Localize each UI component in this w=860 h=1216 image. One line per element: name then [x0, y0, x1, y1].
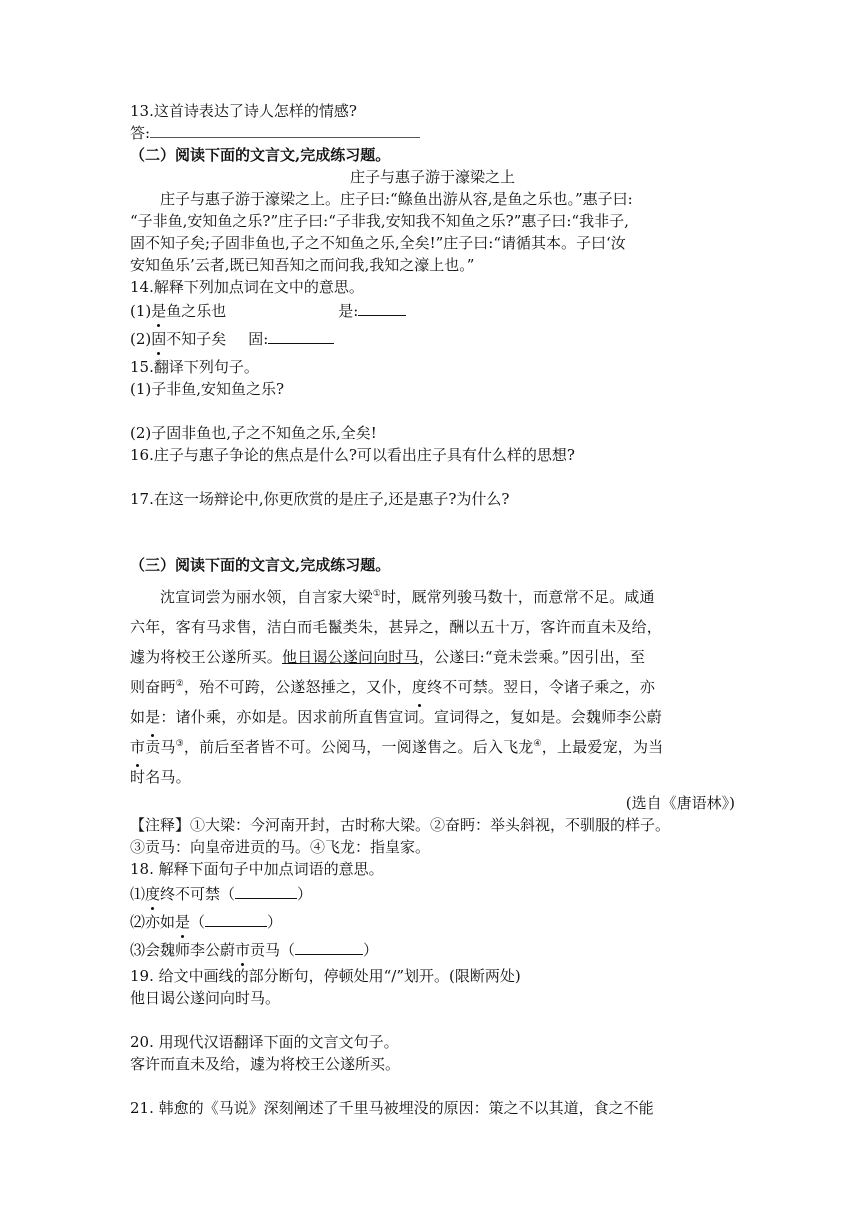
- source-citation: (选自《唐语林》): [625, 794, 735, 812]
- q20-sentence: 客许而直未及给，遽为将校王公遂所买。: [130, 1055, 401, 1073]
- answer-label: 答:: [130, 124, 151, 142]
- document-page: [130, 100, 735, 1119]
- q18-item-3: ⑶会魏师李公蔚市贡马（ ）: [130, 941, 379, 959]
- q15-sentence-1: (1)子非鱼,安知鱼之乐?: [130, 380, 285, 398]
- q18-item-2: ⑵亦如是（ ）: [130, 913, 283, 931]
- question-13: 13.这首诗表达了诗人怎样的情感?: [130, 102, 357, 120]
- question-16: 16.庄子与惠子争论的焦点是什么?可以看出庄子具有什么样的思想?: [130, 446, 575, 464]
- q19-sentence: 他日谒公遂问向时马。: [130, 989, 281, 1007]
- dotted-word: 是: [151, 302, 167, 320]
- section-2-header: （二）阅读下面的文言文,完成练习题。: [130, 146, 391, 164]
- underlined-sentence: 他日谒公遂问向时马: [282, 648, 419, 666]
- dotted-word: 固: [151, 330, 167, 348]
- question-20: 20. 用现代汉语翻译下面的文言文句子。: [130, 1033, 399, 1051]
- question-14: 14.解释下列加点词在文中的意思。: [130, 278, 364, 296]
- answer-blank[interactable]: [235, 884, 297, 899]
- q18-item-1: ⑴度终不可禁（ ）: [130, 885, 313, 903]
- dotted-word: 是: [145, 702, 160, 732]
- dotted-word: 度: [412, 672, 427, 702]
- answer-blank[interactable]: [358, 301, 406, 316]
- section-3-header: （三）阅读下面的文言文,完成练习题。: [130, 556, 391, 574]
- question-17: 17.在这一场辩论中,你更欣赏的是庄子,还是惠子?为什么?: [130, 490, 510, 508]
- passage-line: 固不知子矣;子固非鱼也,子之不知鱼之乐,全矣!”庄子曰:“请循其本。子曰‘汝: [130, 234, 626, 252]
- q15-sentence-2: (2)子固非鱼也,子之不知鱼之乐,全矣!: [130, 424, 377, 442]
- answer-blank[interactable]: [295, 940, 363, 955]
- q14-item-1: (1)是鱼之乐也 是:: [130, 300, 735, 322]
- annotation-line: ③贡马：向皇帝进贡的马。④飞龙：指皇家。: [130, 838, 431, 856]
- answer-blank[interactable]: [205, 912, 267, 927]
- dotted-word: 市: [130, 732, 145, 762]
- annotation-line: 【注释】①大梁：今河南开封，古时称大梁。②奋眄：举头斜视，不驯服的样子。: [130, 816, 671, 834]
- question-18: 18. 解释下面句子中加点词语的意思。: [130, 860, 384, 878]
- dotted-word: 市: [235, 941, 251, 959]
- dotted-word: 是: [175, 913, 191, 931]
- passage-line: 庄子与惠子游于濠梁之上。庄子曰:“鲦鱼出游从容,是鱼之乐也。”惠子曰:: [160, 190, 633, 208]
- passage-title: 庄子与惠子游于濠梁之上: [349, 168, 515, 186]
- q14-item-2: (2)固不知子矣 固:: [130, 328, 735, 350]
- dotted-word: 度: [145, 885, 161, 903]
- question-15: 15.翻译下列句子。: [130, 358, 259, 376]
- answer-row-13: [130, 122, 735, 144]
- passage-line: “子非鱼,安知鱼之乐?”庄子曰:“子非我,安知我不知鱼之乐?”惠子曰:“我非子,: [130, 212, 629, 230]
- passage-line: 安知鱼乐’云者,既已知吾知之而问我,我知之濠上也。”: [130, 256, 475, 274]
- question-19: 19. 给文中画线的部分断句，停顿处用“/”划开。(限断两处): [130, 967, 521, 985]
- answer-blank[interactable]: [268, 329, 334, 344]
- answer-line[interactable]: [150, 123, 420, 138]
- passage-2: 沈宣词尝为丽水领，自言家大梁①时，厩常列骏马数十，而意常不足。咸通 六年，客有马求售，洁白而毛鬣类朱，甚异之，酬以五十万，客许而直未及给， 遽为将校王公遂所买。他日谒公遂问向时马，公遂曰:“竟未尝乘。”因引出，至 则奋眄②，殆不可跨，公遂怒捶之，又仆，度终不可禁。翌日，令诸子乘之，亦 如是：诸仆乘，亦如是。因求前所直售宣词。宣词得之，复如是。会魏师李公蔚 市贡马③，前后至者皆不可。公阅马，一阅遂售之。后入飞龙④，上最爱宠，为当 时名马。: [130, 588, 664, 786]
- question-21: 21. 韩愈的《马说》深刻阐述了千里马被埋没的原因：策之不以其道，食之不能: [130, 1099, 654, 1117]
